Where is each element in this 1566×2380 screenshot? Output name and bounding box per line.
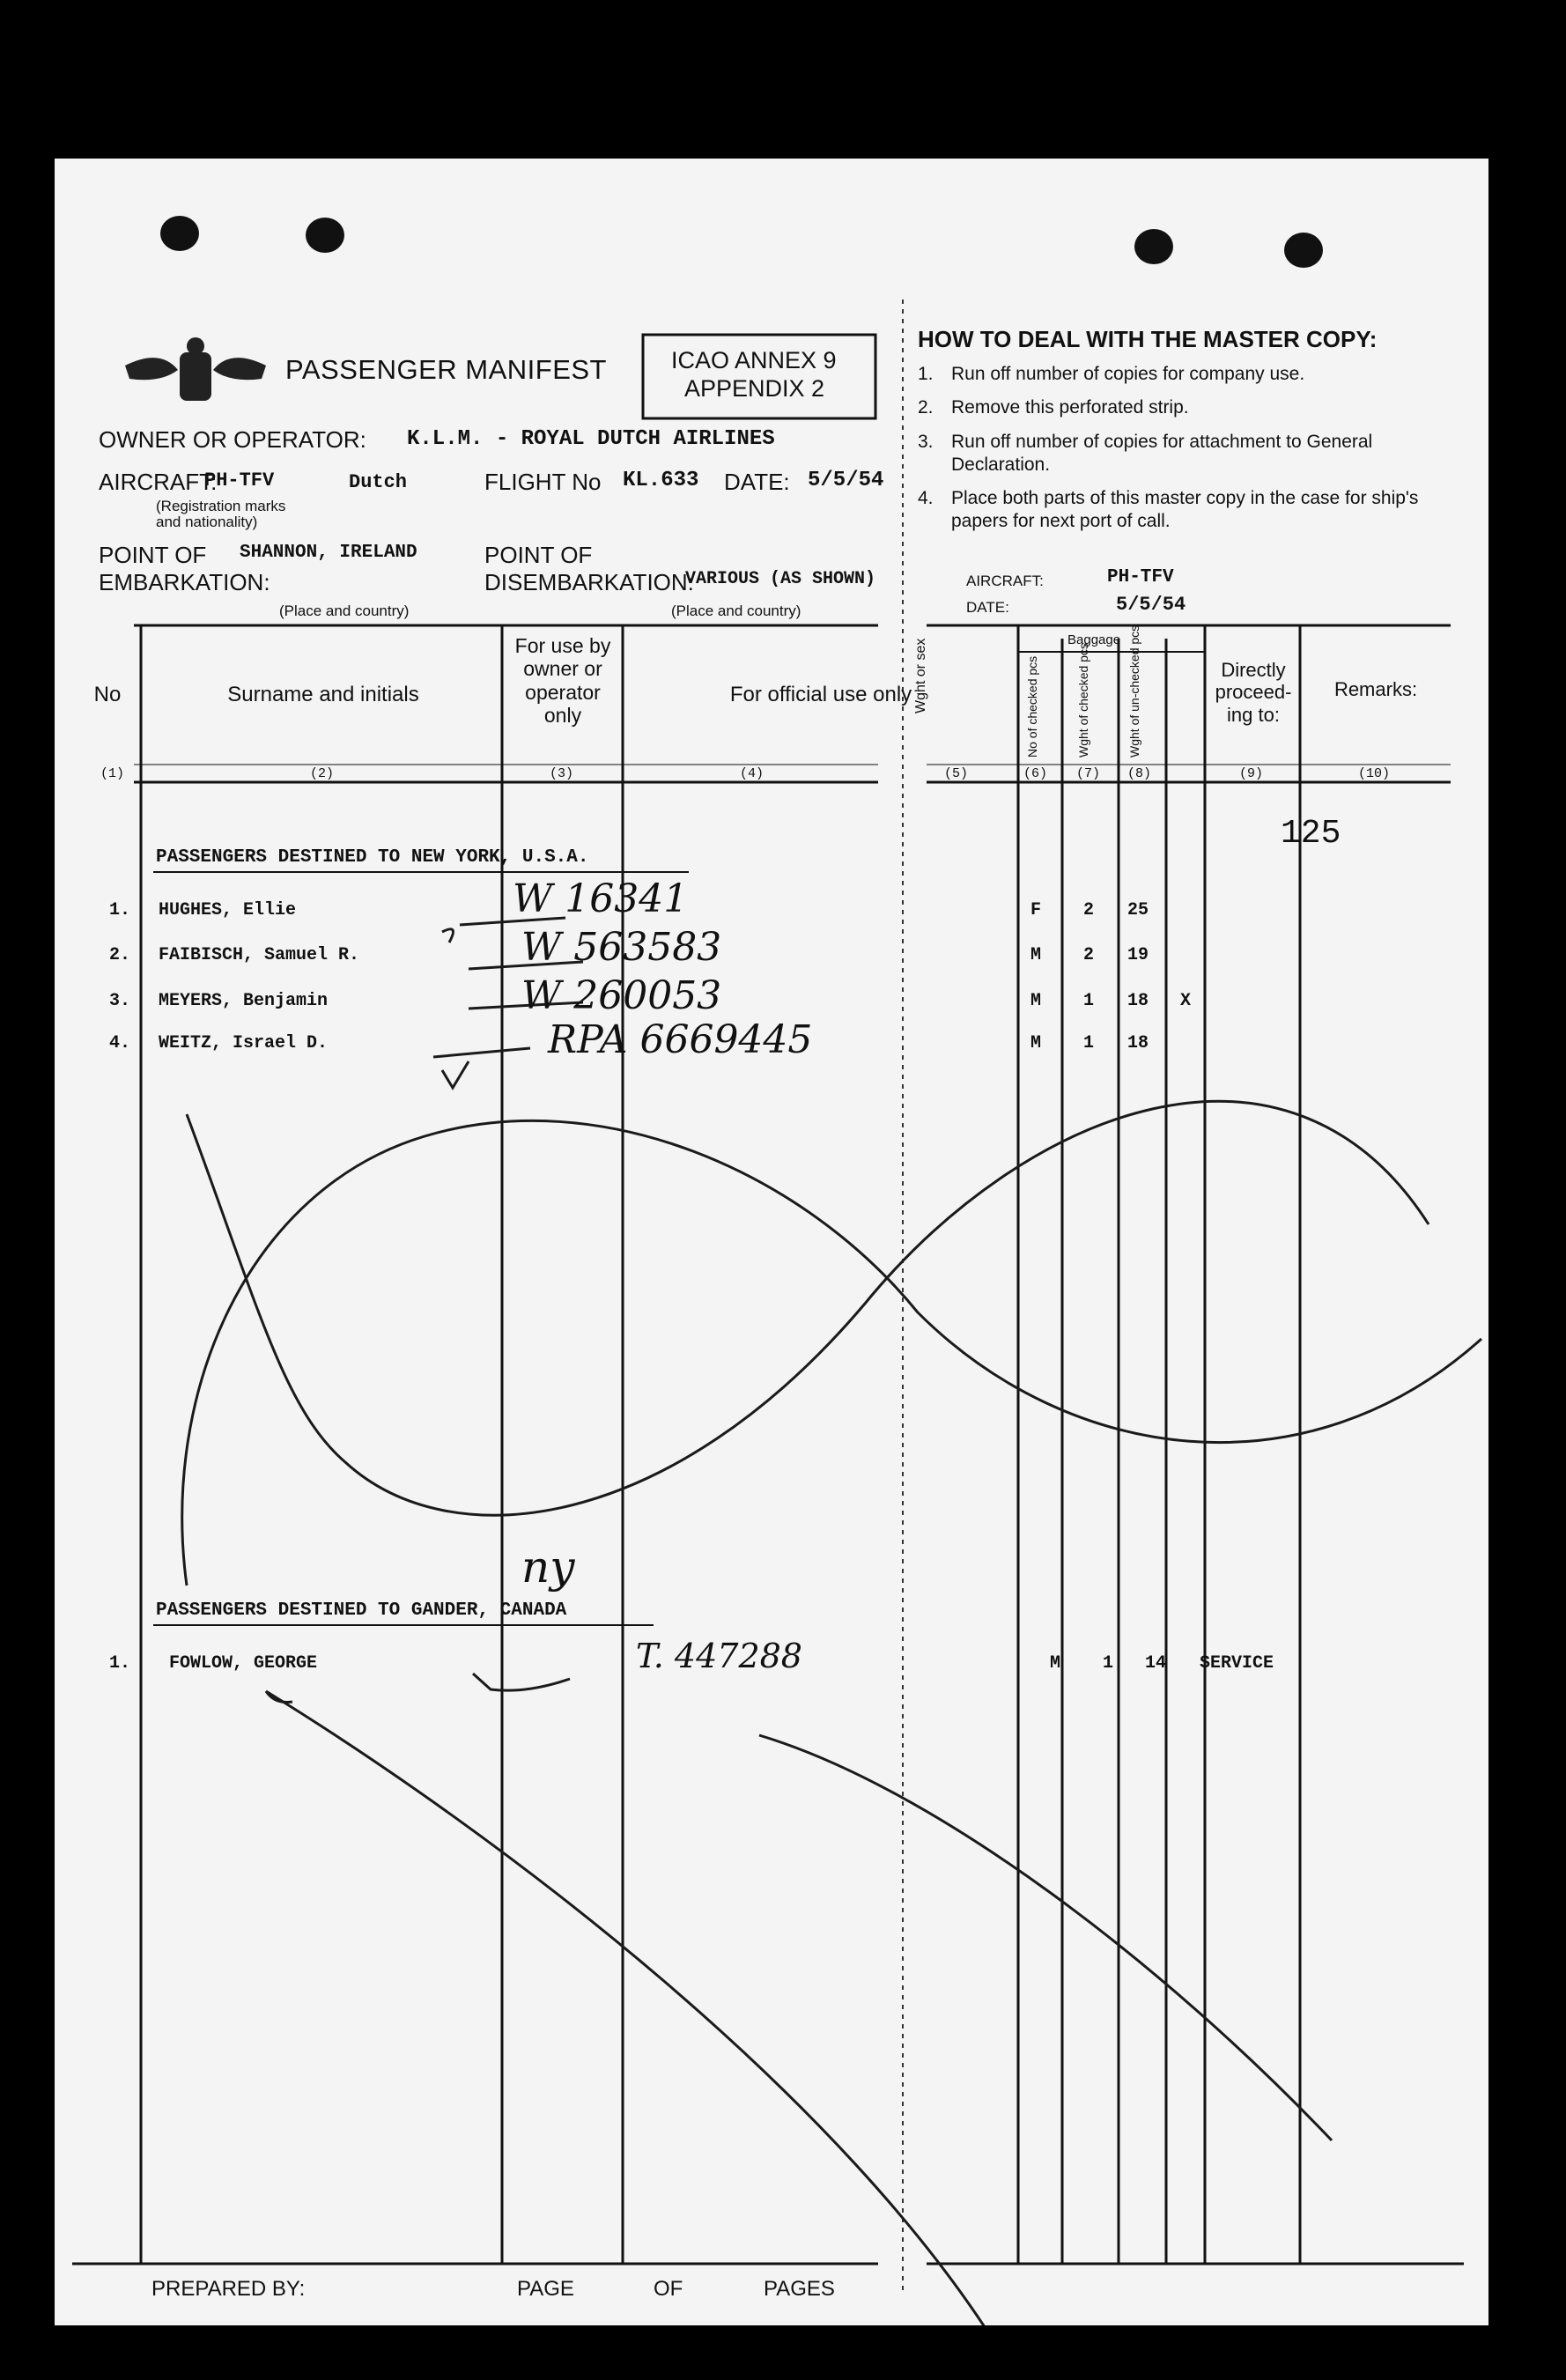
instructions-aircraft-label: AIRCRAFT:	[966, 573, 1044, 589]
passenger-name: MEYERS, Benjamin	[159, 991, 329, 1011]
embark-label: POINT OF	[99, 542, 207, 568]
col-directly: Directly proceed-ing to:	[1215, 659, 1292, 726]
col-number: (2)	[310, 766, 335, 781]
col-number: (5)	[944, 766, 969, 781]
instructions-title: HOW TO DEAL WITH THE MASTER COPY:	[918, 326, 1378, 352]
instruction-text: Place both parts of this master copy in the case for ship's papers for next port of call.	[951, 488, 1419, 532]
wt-value: 18	[1127, 991, 1149, 1011]
row-number: 1.	[109, 900, 131, 920]
instructions-list	[918, 363, 1429, 534]
owner-value: K.L.M. - ROYAL DUTCH AIRLINES	[407, 427, 775, 451]
instructions-date-label: DATE:	[966, 599, 1009, 616]
form-title: PASSENGER MANIFEST	[285, 354, 607, 385]
col-number: (10)	[1358, 766, 1391, 781]
col-no-checked: No of checked pcs	[1025, 655, 1039, 758]
passenger-name: FOWLOW, GEORGE	[169, 1653, 318, 1674]
prepared-by-label: PREPARED BY:	[151, 2277, 306, 2301]
registration-note: and nationality)	[156, 514, 258, 530]
annex-line2: APPENDIX 2	[684, 375, 825, 402]
instruction-item	[918, 431, 1429, 477]
page-label: PAGE	[517, 2277, 574, 2301]
sex-value: F	[1030, 900, 1042, 920]
pcs-value: 1	[1083, 991, 1095, 1011]
klm-crest-logo	[116, 330, 275, 418]
col-number: (6)	[1023, 766, 1048, 781]
col-number: (4)	[740, 766, 765, 781]
disembark-value: VARIOUS (AS SHOWN)	[685, 569, 876, 589]
instruction-number: 2.	[918, 397, 934, 418]
date-label: DATE:	[724, 469, 790, 495]
col-wght-checked: Wght of checked pcs	[1076, 643, 1090, 758]
directly-value: X	[1180, 991, 1192, 1011]
handwritten-passport: W 563583	[521, 925, 722, 970]
pcs-value: 1	[1083, 1033, 1095, 1053]
row-number: 2.	[109, 945, 131, 965]
page-number: 125	[1281, 815, 1341, 853]
owner-label: OWNER OR OPERATOR:	[99, 426, 366, 453]
aircraft-nationality: Dutch	[349, 471, 408, 493]
embark-value: SHANNON, IRELAND	[240, 543, 417, 563]
col-number: (7)	[1076, 766, 1101, 781]
disembark-label: DISEMBARKATION:	[484, 569, 694, 595]
col-number: (3)	[550, 766, 574, 781]
handwritten-passport: T. 447288	[636, 1637, 802, 1675]
of-label: OF	[654, 2277, 683, 2301]
instruction-item	[918, 363, 1429, 386]
col-official: For official use only	[729, 683, 912, 706]
pcs-value: 2	[1083, 945, 1095, 965]
col-wght-unchecked: Wght of un-checked pcs	[1127, 625, 1141, 758]
sex-value: M	[1030, 945, 1042, 965]
instruction-number: 3.	[918, 431, 934, 452]
place-country-note: (Place and country)	[279, 602, 410, 619]
passenger-name: WEITZ, Israel D.	[159, 1033, 329, 1053]
pages-label: PAGES	[764, 2277, 835, 2301]
instruction-text: Remove this perforated strip.	[951, 397, 1189, 418]
col-remarks: Remarks:	[1333, 678, 1418, 700]
passenger-name: FAIBISCH, Samuel R.	[159, 945, 360, 965]
row-number: 3.	[109, 991, 131, 1011]
instruction-number: 4.	[918, 488, 934, 508]
sex-value: M	[1050, 1653, 1061, 1674]
group-heading: PASSENGERS DESTINED TO GANDER, CANADA	[156, 1600, 567, 1621]
instruction-item	[918, 396, 1429, 419]
handwritten-passport: W 16341	[513, 876, 689, 921]
row-number: 1.	[109, 1653, 131, 1674]
col-number: (9)	[1239, 766, 1264, 781]
instructions-aircraft-value: PH-TFV	[1107, 567, 1174, 588]
flight-label: FLIGHT No	[484, 469, 602, 495]
sex-value: M	[1030, 1033, 1042, 1053]
wt-value: 25	[1127, 900, 1149, 920]
sex-value: M	[1030, 991, 1042, 1011]
wt-value: 14	[1145, 1653, 1167, 1674]
aircraft-value: PH-TFV	[204, 469, 275, 492]
instructions-date-value: 5/5/54	[1116, 594, 1186, 616]
handwritten-passport: W 260053	[521, 973, 722, 1018]
instruction-number: 1.	[918, 364, 934, 384]
wt-value: 19	[1127, 945, 1149, 965]
disembark-label: POINT OF	[484, 542, 593, 568]
col-surname: Surname and initials	[227, 683, 419, 706]
passenger-name: HUGHES, Ellie	[159, 900, 297, 920]
instruction-text: Run off number of copies for company use.	[951, 364, 1305, 384]
col-number: (1)	[100, 766, 125, 781]
annex-line1: ICAO ANNEX 9	[671, 347, 837, 373]
date-value: 5/5/54	[808, 469, 884, 492]
directly-value: SERVICE	[1200, 1653, 1274, 1674]
row-number: 4.	[109, 1033, 131, 1053]
col-no: No	[93, 683, 122, 706]
pcs-value: 1	[1103, 1653, 1114, 1674]
embark-label: EMBARKATION:	[99, 569, 270, 595]
pcs-value: 2	[1083, 900, 1095, 920]
group-heading: PASSENGERS DESTINED TO NEW YORK, U.S.A.	[156, 847, 589, 868]
flight-value: KL.633	[623, 469, 699, 492]
instruction-item	[918, 487, 1429, 534]
handwritten-passport: RPA 6669445	[548, 1017, 813, 1062]
col-baggage: Baggage	[1067, 632, 1121, 647]
col-number: (8)	[1127, 766, 1152, 781]
registration-note: (Registration marks	[156, 498, 286, 514]
wt-value: 18	[1127, 1033, 1149, 1053]
manifest-sheet	[55, 159, 1488, 2325]
handwritten-note: ny	[521, 1541, 575, 1593]
col-owner-use: For use by owner or operator only	[514, 634, 611, 728]
col-weight-sex: Wght or sex	[913, 638, 928, 713]
instruction-text: Run off number of copies for attachment to General Declaration.	[951, 431, 1373, 475]
place-country-note: (Place and country)	[671, 602, 801, 619]
aircraft-label: AIRCRAFT:	[99, 469, 218, 495]
